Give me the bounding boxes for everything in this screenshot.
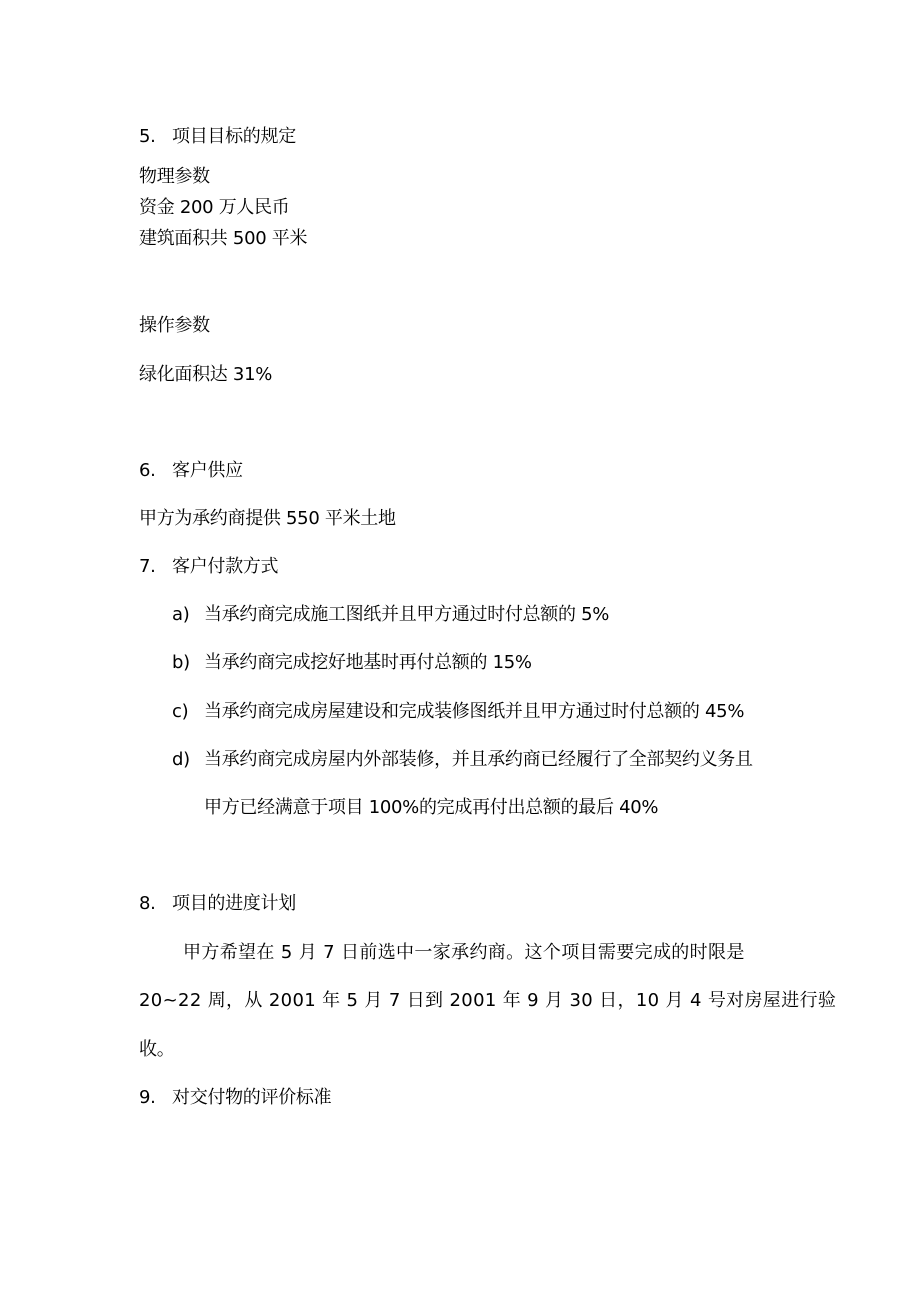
payment-item-b	[172, 652, 532, 674]
section-number: 5.	[139, 126, 156, 147]
physical-params-heading: 物理参数	[139, 166, 210, 187]
section-5-heading	[139, 126, 296, 148]
section-6-heading	[139, 460, 243, 482]
section-title: 客户供应	[172, 460, 243, 481]
payment-item-a	[172, 604, 609, 626]
section-7-heading	[139, 556, 278, 578]
section-number: 7.	[139, 556, 156, 577]
item-text: 当承约商完成施工图纸并且甲方通过时付总额的 5%	[204, 604, 610, 625]
client-supply-text: 甲方为承约商提供 550 平米土地	[139, 508, 396, 529]
section-number: 8.	[139, 893, 156, 914]
funds-line: 资金 200 万人民币	[139, 197, 290, 218]
section-title: 项目目标的规定	[172, 126, 296, 147]
area-line: 建筑面积共 500 平米	[139, 228, 308, 249]
item-label: b)	[172, 652, 190, 673]
section-title: 客户付款方式	[172, 556, 279, 577]
operational-params-heading: 操作参数	[139, 315, 210, 336]
schedule-paragraph-line-2: 20~22 周，从 2001 年 5 月 7 日到 2001 年 9 月 30 日，10 月 4 号对房屋进行验	[139, 990, 837, 1011]
payment-item-d	[172, 749, 753, 771]
section-title: 项目的进度计划	[172, 893, 296, 914]
section-8-heading	[139, 893, 296, 915]
item-label: d)	[172, 749, 190, 770]
schedule-paragraph-line-3: 收。	[139, 1039, 175, 1060]
payment-item-d-continuation: 甲方已经满意于项目 100%的完成再付出总额的最后 40%	[204, 797, 659, 818]
schedule-paragraph-line-1: 甲方希望在 5 月 7 日前选中一家承约商。这个项目需要完成的时限是	[183, 942, 745, 963]
section-number: 9.	[139, 1087, 156, 1108]
payment-item-c	[172, 701, 744, 723]
section-title: 对交付物的评价标准	[172, 1087, 332, 1108]
item-text: 当承约商完成房屋建设和完成装修图纸并且甲方通过时付总额的 45%	[204, 701, 745, 722]
item-label: a)	[172, 604, 190, 625]
section-9-heading	[139, 1087, 331, 1109]
item-text: 当承约商完成挖好地基时再付总额的 15%	[204, 652, 532, 673]
item-text: 当承约商完成房屋内外部装修，并且承约商已经履行了全部契约义务且	[204, 749, 753, 770]
item-label: c)	[172, 701, 189, 722]
section-number: 6.	[139, 460, 156, 481]
green-area-line: 绿化面积达 31%	[139, 364, 273, 385]
